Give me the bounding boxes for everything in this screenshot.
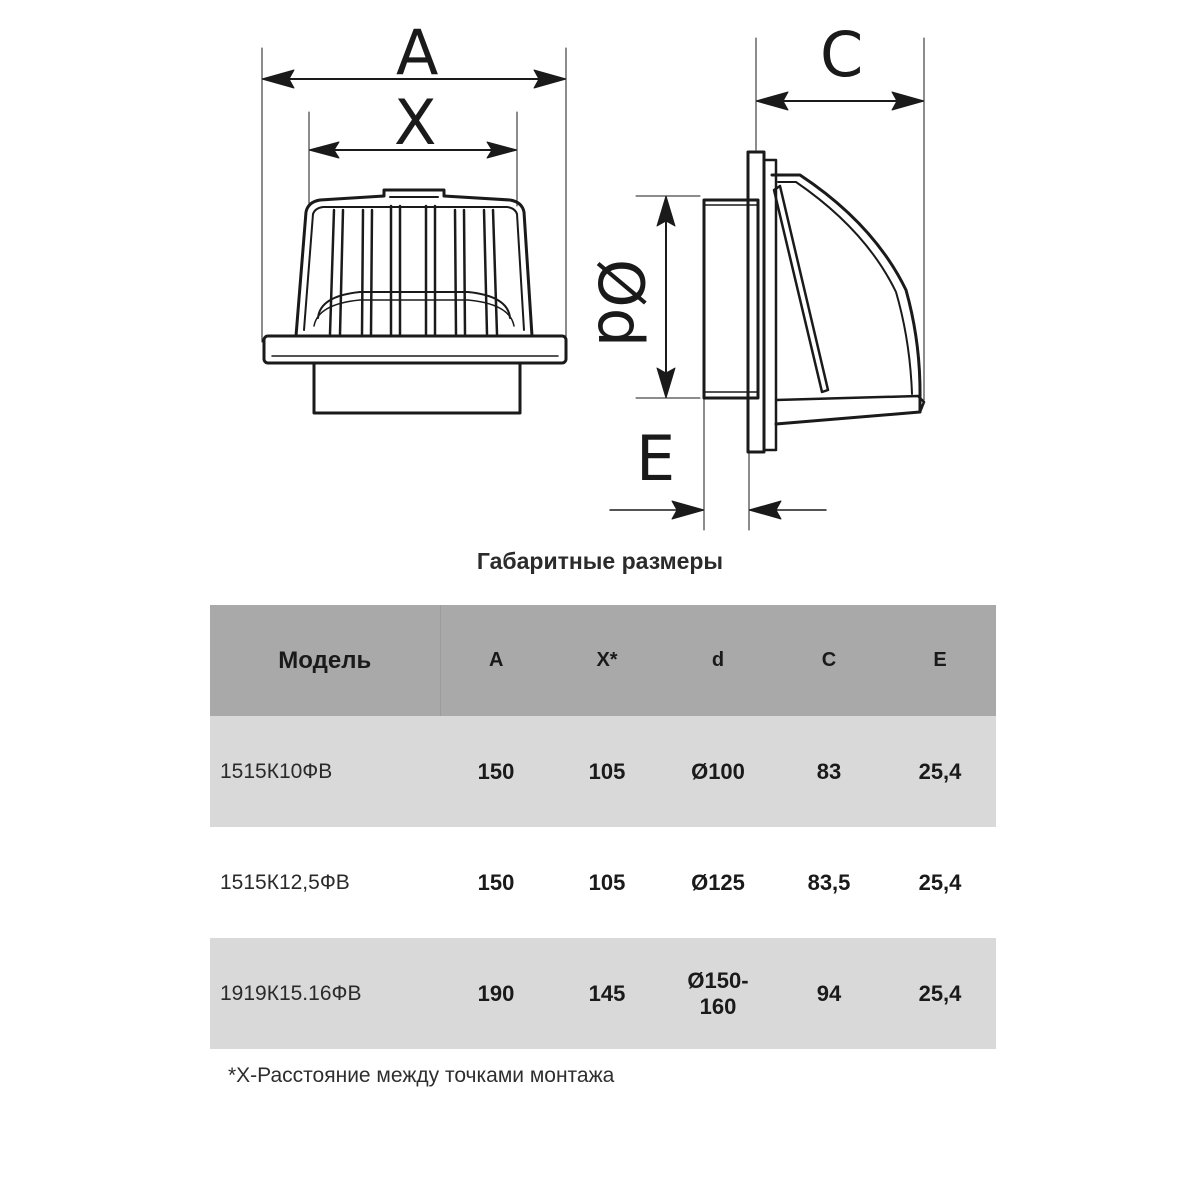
header-model: Модель — [210, 605, 440, 716]
header-a: A — [489, 649, 504, 671]
cell-e: 25,4 — [918, 869, 962, 895]
cell-c: 94 — [816, 980, 842, 1006]
cell-d — [662, 938, 774, 1049]
table-row — [210, 827, 996, 938]
cell-d-line-1: Ø150- — [687, 967, 749, 993]
d-arrow-top — [657, 196, 675, 226]
side-duct — [704, 200, 758, 398]
table-row — [210, 716, 996, 827]
cell-d-line-2: 160 — [699, 993, 737, 1019]
cell-e: 25,4 — [918, 980, 962, 1006]
cell-a: 150 — [477, 758, 515, 784]
dimension-label-e: E — [636, 422, 676, 495]
cell-x: 145 — [588, 980, 626, 1006]
side-flange-lip — [764, 160, 776, 450]
footnote: *X-Расстояние между точками монтажа — [228, 1064, 615, 1087]
d-arrow-bottom — [657, 368, 675, 398]
hood-collar-inner — [314, 300, 514, 326]
side-hood-bottom — [776, 396, 924, 412]
dimensions-caption: Габаритные размеры — [476, 548, 724, 574]
cell-c: 83 — [816, 758, 842, 784]
dimension-label-d: Ød — [584, 258, 658, 348]
side-flange — [748, 152, 764, 452]
grille-bars — [330, 206, 497, 334]
dimensions-table — [210, 605, 996, 1049]
c-arrow-right — [892, 92, 924, 110]
table-header-row — [210, 605, 996, 716]
hood-inner-outline — [304, 207, 524, 330]
duct-spigot — [314, 363, 520, 413]
dimension-label-x: X — [394, 86, 437, 159]
cell-e: 25,4 — [918, 758, 962, 784]
cell-d: Ø125 — [691, 869, 745, 895]
table-header — [210, 605, 996, 716]
e-arrow-right — [749, 501, 781, 519]
dimension-label-c: C — [820, 18, 864, 91]
cell-c: 83,5 — [807, 869, 851, 895]
dimension-label-a: A — [396, 16, 439, 89]
base-flange — [264, 336, 566, 363]
cell-d: Ø100 — [691, 758, 745, 784]
table-row — [210, 938, 996, 1049]
side-flap — [774, 186, 828, 392]
cell-a: 190 — [477, 980, 515, 1006]
cell-x: 105 — [588, 758, 626, 784]
cell-a: 150 — [477, 869, 515, 895]
c-arrow-left — [756, 92, 788, 110]
e-arrow-left — [672, 501, 704, 519]
a-arrow-left — [262, 70, 294, 88]
header-d: d — [711, 649, 725, 671]
x-arrow-right — [487, 142, 517, 158]
cell-x: 105 — [588, 869, 626, 895]
header-x: X* — [596, 649, 618, 671]
cell-model: 1515К12,5ФВ — [220, 870, 350, 894]
hood-collar — [318, 292, 510, 318]
x-arrow-left — [309, 142, 339, 158]
cell-model: 1515К10ФВ — [220, 759, 333, 783]
header-c: C — [821, 649, 837, 671]
cell-model: 1919К15.16ФВ — [220, 981, 362, 1005]
a-arrow-right — [534, 70, 566, 88]
header-e: E — [933, 649, 947, 671]
